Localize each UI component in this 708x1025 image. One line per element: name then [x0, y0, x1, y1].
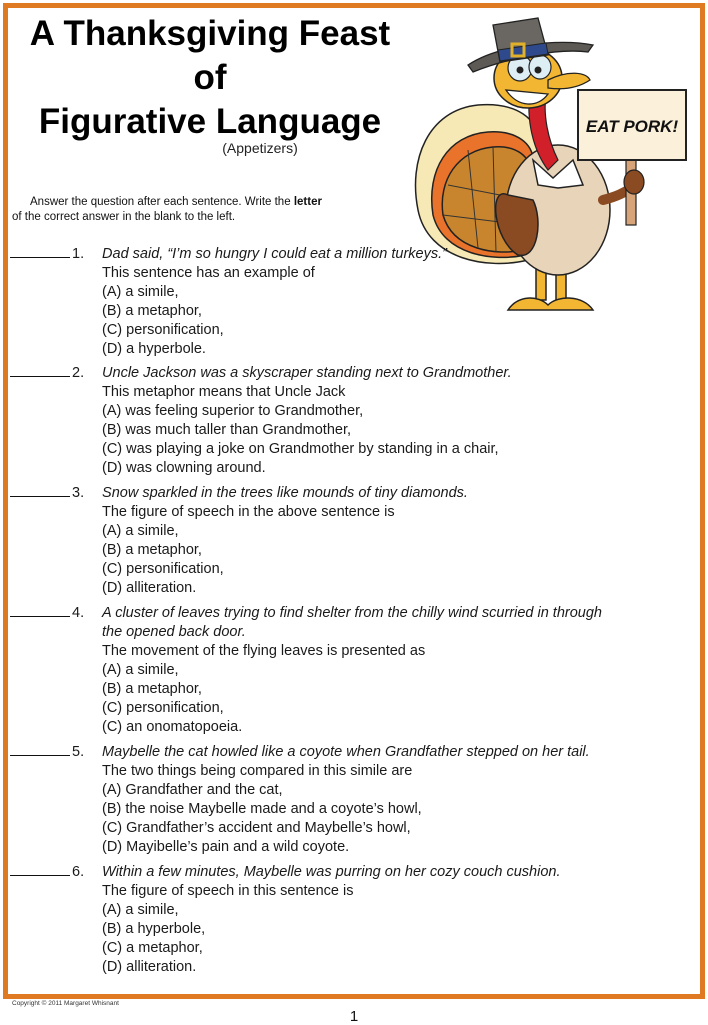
answer-option: (A) a simile, — [102, 902, 179, 918]
title-line-2: of — [193, 58, 227, 97]
answer-option: (B) a hyperbole, — [102, 921, 206, 937]
instructions-bold-word: letter — [293, 196, 322, 208]
answer-blank-1[interactable] — [10, 244, 70, 258]
answer-option: (A) a simile, — [102, 662, 179, 678]
question-stem: Dad said, “I’m so hungry I could eat a million turkeys.” — [102, 246, 447, 262]
question-3 — [10, 483, 468, 598]
question-number: 5. — [72, 744, 85, 760]
question-stem: Snow sparkled in the trees like mounds of tiny diamonds. — [102, 485, 468, 501]
turkey-illustration-icon — [408, 10, 698, 320]
answer-option: (C) personification, — [102, 700, 224, 716]
question-prompt: The figure of speech in the above sentence is — [102, 504, 395, 520]
answer-option: (A) was feeling superior to Grandmother, — [102, 403, 364, 419]
answer-option: (C) an onomatopoeia. — [102, 719, 243, 735]
answer-option: (D) alliteration. — [102, 959, 197, 975]
question-stem: Within a few minutes, Maybelle was purring on her cozy couch cushion. — [102, 864, 561, 880]
instructions — [12, 195, 392, 225]
answer-option: (C) Grandfather’s accident and Maybelle’s howl, — [102, 820, 411, 836]
question-4 — [10, 603, 602, 737]
answer-option: (D) a hyperbole. — [102, 341, 206, 357]
question-prompt: The figure of speech in this sentence is — [102, 883, 354, 899]
sign-text: EAT PORK! — [585, 117, 679, 136]
question-number: 1. — [72, 246, 85, 262]
answer-blank-6[interactable] — [10, 862, 70, 876]
answer-option: (D) Mayibelle’s pain and a wild coyote. — [102, 839, 350, 855]
page-number: 1 — [349, 1008, 359, 1025]
instructions-text-2: of the correct answer in the blank to the left. — [12, 211, 236, 223]
title-line-3: Figurative Language — [38, 102, 382, 141]
answer-option: (C) was playing a joke on Grandmother by standing in a chair, — [102, 441, 499, 457]
question-stem: A cluster of leaves trying to find shelter from the chilly wind scurried in through — [102, 605, 602, 621]
answer-blank-4[interactable] — [10, 603, 70, 617]
answer-option: (C) personification, — [102, 561, 224, 577]
answer-blank-3[interactable] — [10, 483, 70, 497]
page-subtitle: (Appetizers) — [222, 140, 298, 156]
question-stem: Maybelle the cat howled like a coyote when Grandfather stepped on her tail. — [102, 744, 590, 760]
question-number: 4. — [72, 605, 85, 621]
question-number: 6. — [72, 864, 85, 880]
question-2 — [10, 363, 512, 478]
question-number: 3. — [72, 485, 85, 501]
page-title — [0, 12, 420, 144]
question-1 — [10, 244, 447, 359]
instructions-text-1: Answer the question after each sentence. Write the — [30, 196, 294, 208]
question-prompt: This metaphor means that Uncle Jack — [102, 384, 346, 400]
question-6 — [10, 862, 560, 977]
answer-option: (A) a simile, — [102, 284, 179, 300]
answer-option: (A) Grandfather and the cat, — [102, 782, 283, 798]
answer-blank-5[interactable] — [10, 742, 70, 756]
answer-option: (B) a metaphor, — [102, 681, 202, 697]
question-prompt: The movement of the flying leaves is presented as — [102, 643, 426, 659]
question-prompt: The two things being compared in this simile are — [102, 763, 413, 779]
answer-option: (D) alliteration. — [102, 580, 197, 596]
question-5 — [10, 742, 590, 857]
answer-option: (B) was much taller than Grandmother, — [102, 422, 352, 438]
answer-blank-2[interactable] — [10, 363, 70, 377]
answer-option: (A) a simile, — [102, 523, 179, 539]
question-stem-continued: the opened back door. — [102, 624, 246, 640]
answer-option: (D) was clowning around. — [102, 460, 266, 476]
copyright-notice: Copyright © 2011 Margaret Whisnant — [12, 1000, 119, 1007]
answer-option: (B) the noise Maybelle made and a coyote’s howl, — [102, 801, 422, 817]
answer-option: (B) a metaphor, — [102, 542, 202, 558]
answer-option: (C) personification, — [102, 322, 224, 338]
answer-option: (C) a metaphor, — [102, 940, 203, 956]
answer-option: (B) a metaphor, — [102, 303, 202, 319]
question-stem: Uncle Jackson was a skyscraper standing next to Grandmother. — [102, 365, 512, 381]
question-number: 2. — [72, 365, 85, 381]
question-prompt: This sentence has an example of — [102, 265, 315, 281]
title-line-1: A Thanksgiving Feast — [29, 14, 391, 53]
